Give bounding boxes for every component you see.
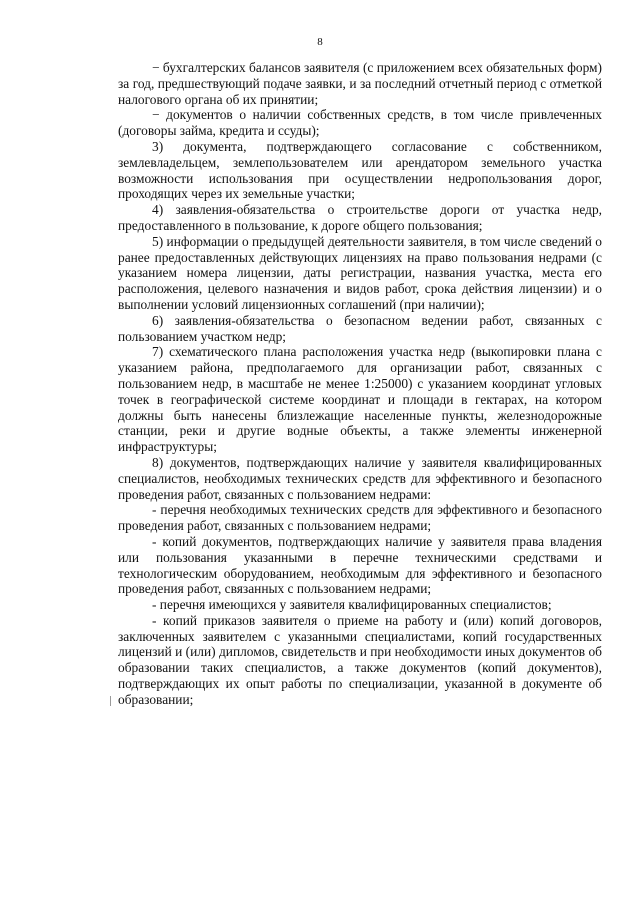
paragraph-own-funds: − документов о наличии собственных средств, в том числе привлеченных (договоры займа, кредита и ссуды); xyxy=(118,107,602,139)
paragraph-item-6: 6) заявления-обязательства о безопасном ведении работ, связанных с пользованием участком недр; xyxy=(118,312,602,344)
paragraph-ownership-documents: - копий документов, подтверждающих наличие у заявителя права владения или пользования указанными в перечне техническими средствами и технологическим оборудованием, необходимым для эффективного и безопасного проведения работ, связанных с пользованием недрами; xyxy=(118,533,602,597)
paragraph-technical-means-list: - перечня необходимых технических средств для эффективного и безопасного проведения работ, связанных с пользованием недрами; xyxy=(118,502,602,534)
paragraph-item-4: 4) заявления-обязательства о строительстве дороги от участка недр, предоставленного в пользование, к дороге общего пользования; xyxy=(118,202,602,233)
scan-artifact-mark xyxy=(110,696,111,706)
paragraph-item-3: 3) документа, подтверждающего согласование с собственником, землевладельцем, землепользователем или арендатором земельного участка возможности использования при осуществлении недропользования дорог, проходящих через их земельные участки; xyxy=(118,138,602,202)
page-number: 8 xyxy=(317,36,323,48)
paragraph-item-5: 5) информации о предыдущей деятельности заявителя, в том числе сведений о ранее предоставленных действующих лицензиях на право пользования недрами (с указанием номера лицензии, даты регистрации, названия участка, места его расположения, целевого назначения и видов работ, срока действия лицензии) и о выполнении условий лицензионных соглашений (при наличии); xyxy=(118,233,602,312)
paragraph-specialists-list: - перечня имеющихся у заявителя квалифицированных специалистов; xyxy=(152,597,552,613)
paragraph-employment-orders: - копий приказов заявителя о приеме на работу и (или) копий договоров, заключенных заявителем с указанными специалистами, копий государственных лицензий и (или) дипломов, свидетельств и при необходимости иных документов об образовании таких специалистов, а также документов (копий документов), подтверждающих их опыт работы по специализации, указанной в документе об образовании; xyxy=(118,612,602,707)
document-body xyxy=(118,60,602,708)
paragraph-item-8: 8) документов, подтверждающих наличие у заявителя квалифицированных специалистов, необходимых технических средств для эффективного и безопасного проведения работ, связанных с пользованием недрами: xyxy=(118,454,602,502)
paragraph-item-7: 7) схематического плана расположения участка недр (выкопировки плана с указанием района, предполагаемого для организации работ, связанных с пользованием недр, в масштабе не менее 1:25000) с указанием координат угловых точек в географической системе координат и площади в гектарах, на котором должны быть нанесены близлежащие населенные пункты, железнодорожные станции, реки и другие водные объекты, а также элементы инженерной инфраструктуры; xyxy=(118,344,602,455)
paragraph-balance-sheets: − бухгалтерских балансов заявителя (с приложением всех обязательных форм) за год, предшествующий подаче заявки, и за последний отчетный период с отметкой налогового органа об их принятии; xyxy=(118,60,602,107)
